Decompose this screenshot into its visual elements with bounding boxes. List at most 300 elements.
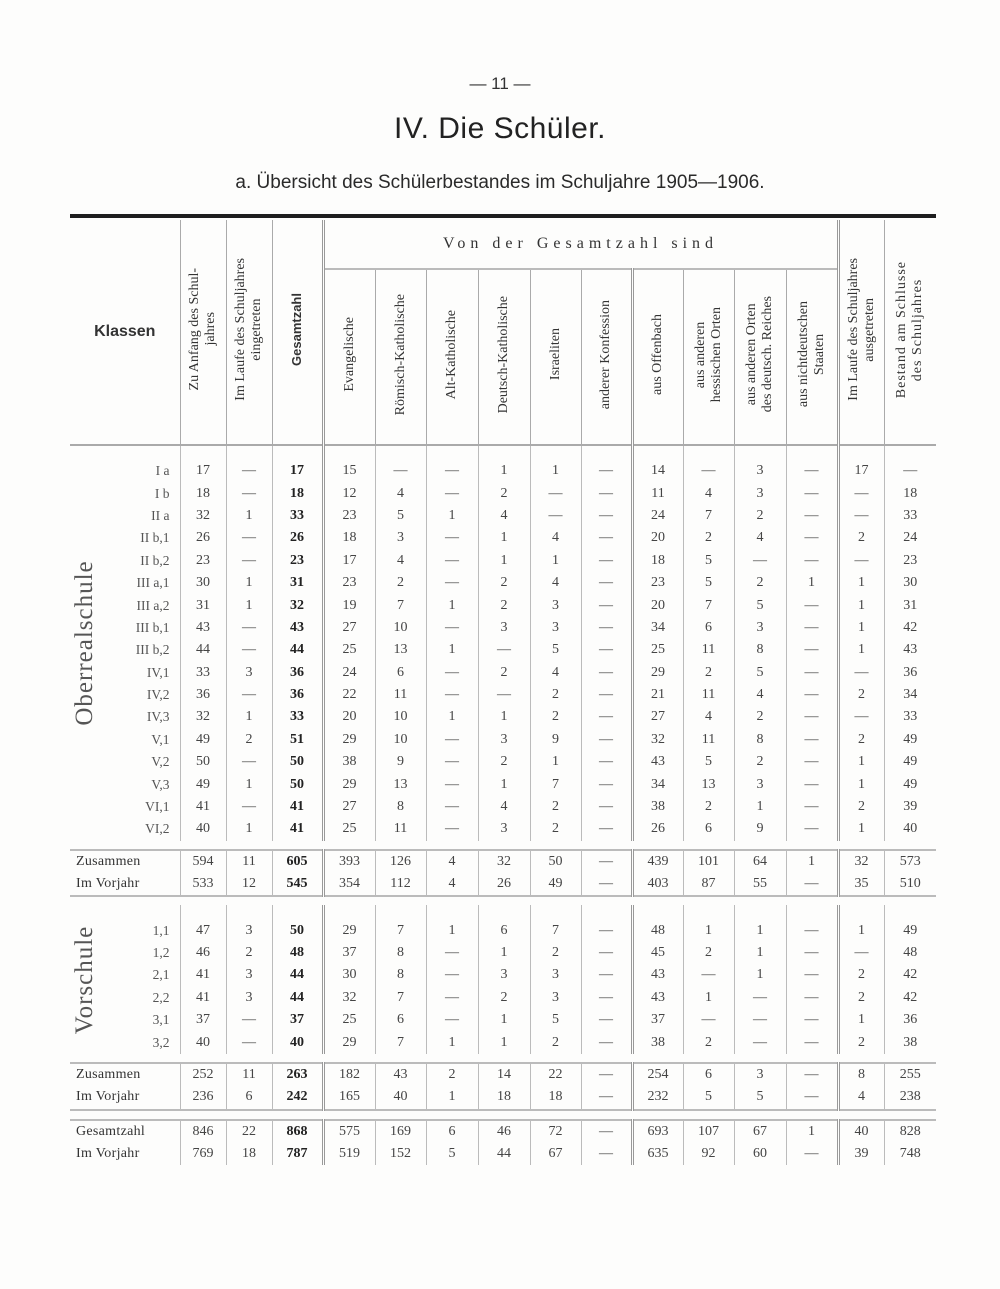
cell-value: 60 bbox=[734, 1143, 786, 1165]
spacer-row bbox=[70, 1054, 936, 1063]
cell-value: 8 bbox=[375, 964, 426, 986]
cell-value: 11 bbox=[632, 482, 683, 504]
cell-value: 1 bbox=[530, 751, 581, 773]
cell-value: — bbox=[786, 445, 838, 482]
cell-value: 769 bbox=[180, 1143, 226, 1165]
cell-value: 2 bbox=[426, 1063, 478, 1086]
cell-value: 1 bbox=[734, 796, 786, 818]
section-label bbox=[70, 445, 100, 841]
cell-value: 169 bbox=[375, 1120, 426, 1143]
cell-value: 5 bbox=[530, 639, 581, 661]
cell-value: — bbox=[786, 1031, 838, 1053]
cell-value: 2 bbox=[838, 796, 884, 818]
cell-value: 41 bbox=[272, 796, 323, 818]
cell-value: — bbox=[581, 773, 632, 795]
cell-value: 3 bbox=[478, 729, 530, 751]
cell-value: 6 bbox=[683, 818, 734, 840]
cell-value: 232 bbox=[632, 1086, 683, 1109]
table-row bbox=[70, 527, 936, 549]
table-row bbox=[70, 1009, 936, 1031]
cell-value: 11 bbox=[226, 1063, 272, 1086]
cell-value: 1 bbox=[838, 617, 884, 639]
cell-value: 2 bbox=[734, 751, 786, 773]
cell-value: 27 bbox=[323, 617, 375, 639]
class-label: V,3 bbox=[151, 776, 170, 792]
cell-value: — bbox=[581, 662, 632, 684]
cell-value: 10 bbox=[375, 729, 426, 751]
table-row bbox=[70, 662, 936, 684]
cell-value: — bbox=[786, 527, 838, 549]
total-row-label: Gesamtzahl bbox=[70, 1120, 180, 1143]
cell-value: — bbox=[838, 482, 884, 504]
cell-value: — bbox=[786, 1063, 838, 1086]
class-label: 3,2 bbox=[152, 1034, 170, 1050]
cell-value: 3 bbox=[226, 905, 272, 941]
cell-value: 7 bbox=[683, 505, 734, 527]
cell-value: 9 bbox=[530, 729, 581, 751]
cell-value: — bbox=[786, 905, 838, 941]
cell-value: 44 bbox=[272, 639, 323, 661]
cell-value: 18 bbox=[478, 1086, 530, 1109]
cell-value: 2 bbox=[530, 818, 581, 840]
class-label: III a,2 bbox=[136, 597, 170, 613]
cell-value: 44 bbox=[272, 964, 323, 986]
cell-value: 40 bbox=[180, 1031, 226, 1053]
section-label-text: Vorschule bbox=[71, 925, 98, 1034]
cell-value: 31 bbox=[884, 594, 936, 616]
cell-value: 510 bbox=[884, 873, 936, 896]
total-row bbox=[70, 1086, 936, 1109]
class-label: I a bbox=[155, 463, 170, 479]
cell-value: 533 bbox=[180, 873, 226, 896]
cell-value: 2 bbox=[226, 729, 272, 751]
table-row bbox=[70, 550, 936, 572]
table-row bbox=[70, 482, 936, 504]
cell-value: 1 bbox=[478, 445, 530, 482]
cell-value: — bbox=[734, 1031, 786, 1053]
class-label: II a bbox=[151, 507, 170, 523]
cell-value: 594 bbox=[180, 850, 226, 873]
cell-value: 1 bbox=[838, 818, 884, 840]
cell-value: 9 bbox=[734, 818, 786, 840]
cell-value: 6 bbox=[426, 1120, 478, 1143]
cell-value: — bbox=[734, 987, 786, 1009]
cell-value: 14 bbox=[632, 445, 683, 482]
cell-value: — bbox=[838, 505, 884, 527]
cell-value: — bbox=[426, 482, 478, 504]
cell-value: 4 bbox=[426, 873, 478, 896]
cell-value: — bbox=[581, 964, 632, 986]
header-nichtdeutsche-staaten: aus nichtdeutschen Staaten bbox=[786, 269, 838, 445]
cell-value: — bbox=[581, 1120, 632, 1143]
cell-value: 7 bbox=[530, 773, 581, 795]
cell-value: 1 bbox=[838, 773, 884, 795]
cell-value: 25 bbox=[323, 1009, 375, 1031]
header-gesamtzahl: Gesamtzahl bbox=[272, 220, 323, 445]
table-row bbox=[70, 594, 936, 616]
cell-value: 13 bbox=[375, 773, 426, 795]
spacer-cell bbox=[70, 1110, 936, 1120]
cell-value: 1 bbox=[734, 964, 786, 986]
cell-value: 30 bbox=[180, 572, 226, 594]
cell-value: 5 bbox=[683, 550, 734, 572]
cell-value: 42 bbox=[884, 964, 936, 986]
header-bestand: Bestand am Schlusse des Schuljahres bbox=[884, 220, 936, 445]
cell-value: 182 bbox=[323, 1063, 375, 1086]
cell-value: 1 bbox=[426, 706, 478, 728]
cell-value: 36 bbox=[272, 684, 323, 706]
cell-value: 2 bbox=[478, 572, 530, 594]
cell-value: 2 bbox=[478, 594, 530, 616]
cell-value: — bbox=[226, 550, 272, 572]
cell-value: 3 bbox=[530, 594, 581, 616]
header-group-von-der-gesamtzahl: Von der Gesamtzahl sind bbox=[323, 220, 838, 269]
cell-value: 439 bbox=[632, 850, 683, 873]
cell-value: 25 bbox=[632, 639, 683, 661]
class-label: VI,1 bbox=[145, 799, 170, 815]
cell-value: — bbox=[226, 482, 272, 504]
cell-value: 32 bbox=[478, 850, 530, 873]
class-label: 2,2 bbox=[152, 989, 170, 1005]
total-row-label: Zusammen bbox=[70, 850, 180, 873]
cell-value: — bbox=[581, 751, 632, 773]
cell-value: — bbox=[426, 1009, 478, 1031]
cell-value: 19 bbox=[323, 594, 375, 616]
cell-value: 6 bbox=[226, 1086, 272, 1109]
cell-value: 3 bbox=[226, 662, 272, 684]
cell-value: 4 bbox=[375, 550, 426, 572]
top-rule bbox=[70, 214, 936, 218]
cell-value: — bbox=[786, 706, 838, 728]
table-row bbox=[70, 964, 936, 986]
cell-value: 32 bbox=[838, 850, 884, 873]
table-row bbox=[70, 505, 936, 527]
cell-value: — bbox=[478, 639, 530, 661]
cell-value: 8 bbox=[375, 796, 426, 818]
cell-value: 20 bbox=[632, 527, 683, 549]
cell-value: 33 bbox=[272, 706, 323, 728]
cell-value: 11 bbox=[683, 729, 734, 751]
cell-value: 7 bbox=[530, 905, 581, 941]
cell-value: 2 bbox=[478, 482, 530, 504]
table-subtitle: a. Übersicht des Schülerbestandes im Schuljahre 1905—1906. bbox=[235, 172, 765, 193]
cell-value: 5 bbox=[375, 505, 426, 527]
cell-value: — bbox=[226, 796, 272, 818]
cell-value: 36 bbox=[180, 684, 226, 706]
cell-value: 152 bbox=[375, 1143, 426, 1165]
cell-value: 5 bbox=[683, 751, 734, 773]
cell-value: — bbox=[530, 482, 581, 504]
cell-value: 5 bbox=[734, 662, 786, 684]
cell-value: 4 bbox=[838, 1086, 884, 1109]
cell-value: 1 bbox=[478, 550, 530, 572]
cell-value: 23 bbox=[180, 550, 226, 572]
table-row bbox=[70, 706, 936, 728]
cell-value: 38 bbox=[323, 751, 375, 773]
cell-value: 50 bbox=[272, 905, 323, 941]
cell-value: 29 bbox=[323, 905, 375, 941]
cell-value: 41 bbox=[180, 987, 226, 1009]
cell-value: 5 bbox=[530, 1009, 581, 1031]
cell-value: 35 bbox=[838, 873, 884, 896]
cell-value: 43 bbox=[180, 617, 226, 639]
cell-value: 11 bbox=[226, 850, 272, 873]
table-row bbox=[70, 572, 936, 594]
cell-value: — bbox=[581, 572, 632, 594]
cell-value: — bbox=[426, 942, 478, 964]
cell-value: 1 bbox=[838, 594, 884, 616]
cell-value: — bbox=[530, 505, 581, 527]
cell-value: — bbox=[426, 964, 478, 986]
cell-value: 36 bbox=[884, 662, 936, 684]
cell-value: 40 bbox=[838, 1120, 884, 1143]
table-row bbox=[70, 729, 936, 751]
cell-value: — bbox=[786, 729, 838, 751]
cell-value: 32 bbox=[632, 729, 683, 751]
cell-value: 2 bbox=[838, 987, 884, 1009]
total-row bbox=[70, 1063, 936, 1086]
cell-value: 43 bbox=[632, 964, 683, 986]
cell-value: 2 bbox=[683, 1031, 734, 1053]
cell-value: 4 bbox=[530, 527, 581, 549]
cell-value: 38 bbox=[632, 796, 683, 818]
cell-value: 1 bbox=[838, 1009, 884, 1031]
cell-value: 33 bbox=[884, 505, 936, 527]
cell-value: 36 bbox=[884, 1009, 936, 1031]
cell-value: 18 bbox=[272, 482, 323, 504]
cell-value: 11 bbox=[683, 684, 734, 706]
header-zu-anfang: Zu Anfang des Schul- jahres bbox=[180, 220, 226, 445]
cell-value: 11 bbox=[375, 684, 426, 706]
cell-value: 2 bbox=[530, 1031, 581, 1053]
cell-value: 3 bbox=[734, 617, 786, 639]
cell-value: 9 bbox=[375, 751, 426, 773]
cell-value: 165 bbox=[323, 1086, 375, 1109]
cell-value: 44 bbox=[272, 987, 323, 1009]
cell-value: — bbox=[683, 964, 734, 986]
cell-value: 1 bbox=[734, 905, 786, 941]
cell-value: 126 bbox=[375, 850, 426, 873]
cell-value: 27 bbox=[323, 796, 375, 818]
cell-value: — bbox=[786, 662, 838, 684]
cell-value: — bbox=[426, 617, 478, 639]
cell-value: — bbox=[734, 550, 786, 572]
cell-value: 40 bbox=[375, 1086, 426, 1109]
cell-value: 1 bbox=[226, 818, 272, 840]
cell-value: 42 bbox=[884, 987, 936, 1009]
class-label: V,1 bbox=[151, 731, 170, 747]
cell-value: 4 bbox=[734, 527, 786, 549]
cell-value: 5 bbox=[734, 594, 786, 616]
cell-value: 51 bbox=[272, 729, 323, 751]
header-hessische-orte: aus anderen hessischen Orten bbox=[683, 269, 734, 445]
cell-value: 33 bbox=[180, 662, 226, 684]
class-label: VI,2 bbox=[145, 821, 170, 837]
cell-value: 44 bbox=[478, 1143, 530, 1165]
cell-value: 1 bbox=[838, 905, 884, 941]
cell-value: 1 bbox=[426, 1086, 478, 1109]
cell-value: 2 bbox=[530, 796, 581, 818]
cell-value: — bbox=[786, 1086, 838, 1109]
cell-value: — bbox=[426, 751, 478, 773]
cell-value: 67 bbox=[734, 1120, 786, 1143]
cell-value: 46 bbox=[478, 1120, 530, 1143]
cell-value: 18 bbox=[226, 1143, 272, 1165]
cell-value: 1 bbox=[478, 942, 530, 964]
cell-value: — bbox=[581, 706, 632, 728]
cell-value: 6 bbox=[683, 617, 734, 639]
cell-value: 31 bbox=[272, 572, 323, 594]
cell-value: — bbox=[581, 617, 632, 639]
header-klassen: Klassen bbox=[70, 220, 180, 445]
class-label: 2,1 bbox=[152, 967, 170, 983]
cell-value: 1 bbox=[478, 1031, 530, 1053]
cell-value: 18 bbox=[180, 482, 226, 504]
cell-value: 37 bbox=[632, 1009, 683, 1031]
table-row bbox=[70, 796, 936, 818]
table-row bbox=[70, 905, 936, 941]
cell-value: 72 bbox=[530, 1120, 581, 1143]
class-label: I b bbox=[154, 485, 170, 501]
cell-value: — bbox=[426, 662, 478, 684]
cell-value: 2 bbox=[734, 505, 786, 527]
cell-value: 34 bbox=[632, 617, 683, 639]
cell-value: 1 bbox=[683, 987, 734, 1009]
cell-value: — bbox=[786, 1143, 838, 1165]
section-label bbox=[70, 905, 100, 1053]
cell-value: 2 bbox=[838, 964, 884, 986]
cell-value: 828 bbox=[884, 1120, 936, 1143]
cell-value: 7 bbox=[375, 905, 426, 941]
cell-value: 33 bbox=[884, 706, 936, 728]
cell-value: 255 bbox=[884, 1063, 936, 1086]
cell-value: 4 bbox=[478, 796, 530, 818]
cell-value: 17 bbox=[323, 550, 375, 572]
cell-value: — bbox=[426, 684, 478, 706]
cell-value: — bbox=[581, 445, 632, 482]
cell-value: 6 bbox=[683, 1063, 734, 1086]
cell-value: 846 bbox=[180, 1120, 226, 1143]
cell-value: 5 bbox=[734, 1086, 786, 1109]
cell-value: — bbox=[426, 527, 478, 549]
cell-value: — bbox=[838, 662, 884, 684]
cell-value: 4 bbox=[530, 572, 581, 594]
cell-value: 3 bbox=[226, 987, 272, 1009]
cell-value: 30 bbox=[323, 964, 375, 986]
class-label: IV,2 bbox=[146, 687, 170, 703]
cell-value: — bbox=[226, 751, 272, 773]
cell-value: — bbox=[581, 1086, 632, 1109]
class-label: III a,1 bbox=[136, 575, 170, 591]
cell-value: — bbox=[426, 550, 478, 572]
cell-value: 1 bbox=[838, 639, 884, 661]
cell-value: 2 bbox=[838, 1031, 884, 1053]
cell-value: 36 bbox=[272, 662, 323, 684]
cell-value: 14 bbox=[478, 1063, 530, 1086]
cell-value: — bbox=[581, 1031, 632, 1053]
cell-value: 4 bbox=[478, 505, 530, 527]
table-row bbox=[70, 1031, 936, 1053]
cell-value: 6 bbox=[375, 662, 426, 684]
cell-value: 17 bbox=[180, 445, 226, 482]
cell-value: — bbox=[786, 964, 838, 986]
cell-value: — bbox=[226, 1031, 272, 1053]
cell-value: — bbox=[786, 773, 838, 795]
cell-value: 92 bbox=[683, 1143, 734, 1165]
cell-value: 31 bbox=[180, 594, 226, 616]
cell-value: 693 bbox=[632, 1120, 683, 1143]
cell-value: 1 bbox=[226, 572, 272, 594]
header-israeliten: Israeliten bbox=[530, 269, 581, 445]
total-row-label: Zusammen bbox=[70, 1063, 180, 1086]
cell-value: 49 bbox=[180, 773, 226, 795]
table-body bbox=[70, 445, 936, 1165]
cell-value: 2 bbox=[734, 706, 786, 728]
cell-value: — bbox=[426, 445, 478, 482]
cell-value: 20 bbox=[632, 594, 683, 616]
table-row bbox=[70, 818, 936, 840]
cell-value: 748 bbox=[884, 1143, 936, 1165]
cell-value: 18 bbox=[632, 550, 683, 572]
cell-value: 3 bbox=[734, 773, 786, 795]
cell-value: 29 bbox=[632, 662, 683, 684]
cell-value: 43 bbox=[632, 751, 683, 773]
total-row bbox=[70, 850, 936, 873]
class-label: 3,1 bbox=[152, 1012, 170, 1028]
header-deutsch-katholische: Deutsch-Katholische bbox=[478, 269, 530, 445]
cell-value: 22 bbox=[530, 1063, 581, 1086]
cell-value: — bbox=[786, 942, 838, 964]
cell-value: — bbox=[581, 527, 632, 549]
cell-value: 3 bbox=[226, 964, 272, 986]
cell-value: 242 bbox=[272, 1086, 323, 1109]
cell-value: 3 bbox=[734, 482, 786, 504]
cell-value: 32 bbox=[272, 594, 323, 616]
cell-value: 18 bbox=[884, 482, 936, 504]
cell-value: 40 bbox=[272, 1031, 323, 1053]
cell-value: 1 bbox=[226, 773, 272, 795]
table-row bbox=[70, 773, 936, 795]
cell-value: 17 bbox=[272, 445, 323, 482]
cell-value: 3 bbox=[734, 1063, 786, 1086]
cell-value: 393 bbox=[323, 850, 375, 873]
cell-value: 263 bbox=[272, 1063, 323, 1086]
cell-value: 32 bbox=[323, 987, 375, 1009]
cell-value: — bbox=[884, 445, 936, 482]
cell-value: 12 bbox=[323, 482, 375, 504]
cell-value: 43 bbox=[375, 1063, 426, 1086]
cell-value: 6 bbox=[375, 1009, 426, 1031]
cell-value: 2 bbox=[683, 942, 734, 964]
table-row bbox=[70, 445, 936, 482]
cell-value: 1 bbox=[426, 505, 478, 527]
cell-value: — bbox=[581, 818, 632, 840]
cell-value: 3 bbox=[375, 527, 426, 549]
cell-value: 39 bbox=[884, 796, 936, 818]
cell-value: 2 bbox=[838, 527, 884, 549]
cell-value: 41 bbox=[272, 818, 323, 840]
cell-value: 15 bbox=[323, 445, 375, 482]
class-label: IV,3 bbox=[146, 709, 170, 725]
spacer-row bbox=[70, 1110, 936, 1120]
cell-value: 26 bbox=[632, 818, 683, 840]
cell-value: 48 bbox=[632, 905, 683, 941]
cell-value: 11 bbox=[683, 639, 734, 661]
cell-value: 49 bbox=[180, 729, 226, 751]
table-row bbox=[70, 617, 936, 639]
table-row bbox=[70, 942, 936, 964]
cell-value: 23 bbox=[323, 505, 375, 527]
